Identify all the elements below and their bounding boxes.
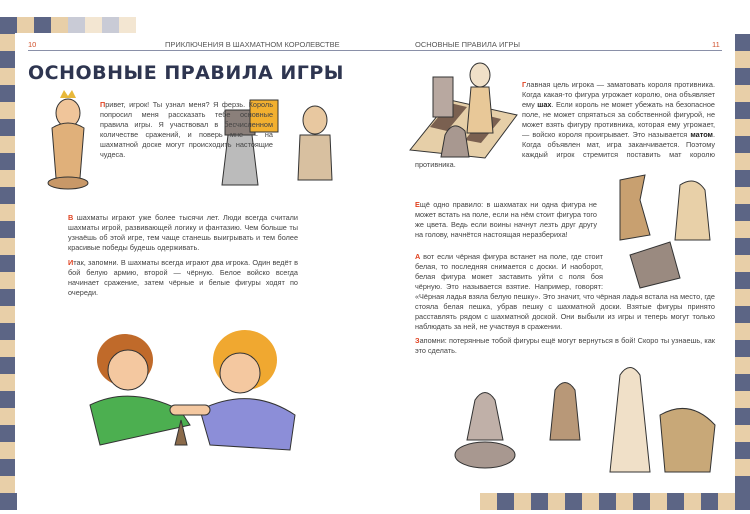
border-square [733,221,750,238]
illustration-spacer [603,252,715,292]
border-square [85,17,102,34]
same-color-rule-paragraph [415,200,597,240]
border-square [733,306,750,323]
illustration-spacer [415,80,522,155]
border-square [616,493,633,510]
paragraph-text: апомни: потерянные тобой фигуры ещё могут вернуться в бой! Скоро ты узнаешь, как это сделать. [415,336,715,355]
border-square [733,34,750,51]
border-square [733,357,750,374]
drop-cap: П [100,100,106,109]
queen-illustration [40,88,95,198]
border-square [51,17,68,34]
border-square [733,340,750,357]
border-square [733,391,750,408]
drop-cap: В [68,213,74,222]
right-running-title: ОСНОВНЫЕ ПРАВИЛА ИГРЫ [415,40,521,49]
border-square [718,493,735,510]
paragraph-text: . Если король не может убежать на безопасное поле, не может спрятаться за собственной фигурой, не может взять фигуру противника, которая ему угрожает, — войско короля проигрывает. Это называется [522,100,715,139]
border-square [733,442,750,459]
border-square [599,493,616,510]
border-square [733,476,750,493]
border-square [102,17,119,34]
border-square [733,85,750,102]
border-square [733,272,750,289]
border-square [733,170,750,187]
border-square [633,493,650,510]
intro-paragraph [100,100,273,160]
border-square [733,153,750,170]
border-square [733,374,750,391]
paragraph-text: вот если чёрная фигура встанет на поле, где стоит белая, то последняя снимается с доски. И наоборот, белая фигура может заставить уйти с поля боя чёрную. Это называется взятие. Например, говорят: «Чёрная ладья взяла белую пешку». Это значит, что чёрная ладья встала на место, где стояла белая пешка, убрав пешку с шахматной доски. Взятые фигуры принято расставлять рядом с шахматной доской. Они выбыли из игры и теперь могут только наблюдать за ней, не участвуя в сражении. [415,252,715,331]
border-square [119,17,136,34]
drop-cap: И [68,258,74,267]
remember-paragraph [415,336,715,356]
border-square [733,204,750,221]
border-square [684,493,701,510]
drop-cap: Е [415,200,420,209]
border-square [68,17,85,34]
border-square [650,493,667,510]
border-square [0,493,17,510]
left-running-title: ПРИКЛЮЧЕНИЯ В ШАХМАТНОМ КОРОЛЕВСТВЕ [165,40,340,49]
border-square [735,493,750,510]
border-square [733,425,750,442]
border-square [17,17,34,34]
capture-paragraph [415,252,715,332]
border-square [548,493,565,510]
paragraph-text: . Когда объявлен мат, игра заканчивается. Поэтому каждый игрок стремится поставить мат королю противника. [415,130,715,169]
term-checkmate: матом [690,130,713,139]
paragraph-text: шахматы играют уже более тысячи лет. Люди всегда считали шахматы игрой, развивающей логику и фантазию. Чем больше ты узнаёшь об этой игре, тем чаще станешь выигрывать и тем более красивые победы будешь одерживать. [68,213,298,252]
left-page-number: 10 [28,40,37,49]
right-page-number: 11 [712,40,720,49]
border-square [565,493,582,510]
paragraph-text: лавная цель игрока — заматовать короля противника. Когда какая-то фигура угрожает королю, она объявляет ему [522,80,715,109]
border-square [34,17,51,34]
border-square [733,136,750,153]
border-square [0,17,17,34]
history-paragraph [68,213,298,253]
captured-pieces-illustration [415,360,725,485]
two-players-paragraph [68,258,298,298]
border-square [733,289,750,306]
border-square [701,493,718,510]
border-square [733,119,750,136]
border-square [582,493,599,510]
border-square [733,51,750,68]
border-square [497,493,514,510]
border-square [733,459,750,476]
border-square [733,408,750,425]
border-square [733,323,750,340]
border-square [733,255,750,272]
border-square [733,187,750,204]
border-square [733,68,750,85]
drop-cap: З [415,336,420,345]
children-handshake-illustration [70,325,310,465]
paragraph-text: ривет, игрок! Ты узнал меня? Я ферзь. Король попросил меня рассказать тебе основные правила игры. Я участвовал в бесчисленном количестве сражений, и поверь мне — на шахматной доске могут происходить настоящие чудеса. [100,100,273,159]
border-square [531,493,548,510]
page-title: ОСНОВНЫЕ ПРАВИЛА ИГРЫ [28,62,344,84]
paragraph-text: щё одно правило: в шахматах ни одна фигура не может встать на поле, если на нём стоит фигура того же цвета. Ведь если воины начнут лезть друг другу на голову, начнётся настоящая неразбериха! [415,200,597,239]
checkmate-paragraph [415,80,715,170]
header-rule [28,50,722,51]
border-square [514,493,531,510]
border-square [480,493,497,510]
border-square [733,102,750,119]
border-square [667,493,684,510]
drop-cap: Г [522,80,527,89]
paragraph-text: так, запомни. В шахматы всегда играют два игрока. Один ведёт в бой белую армию, второй — чёрную. Белое войско всегда начинает сражение, затем чёрные и белые фигуры ходят по очереди. [68,258,298,297]
border-square [733,238,750,255]
term-check: шах [537,100,552,109]
drop-cap: А [415,252,421,261]
